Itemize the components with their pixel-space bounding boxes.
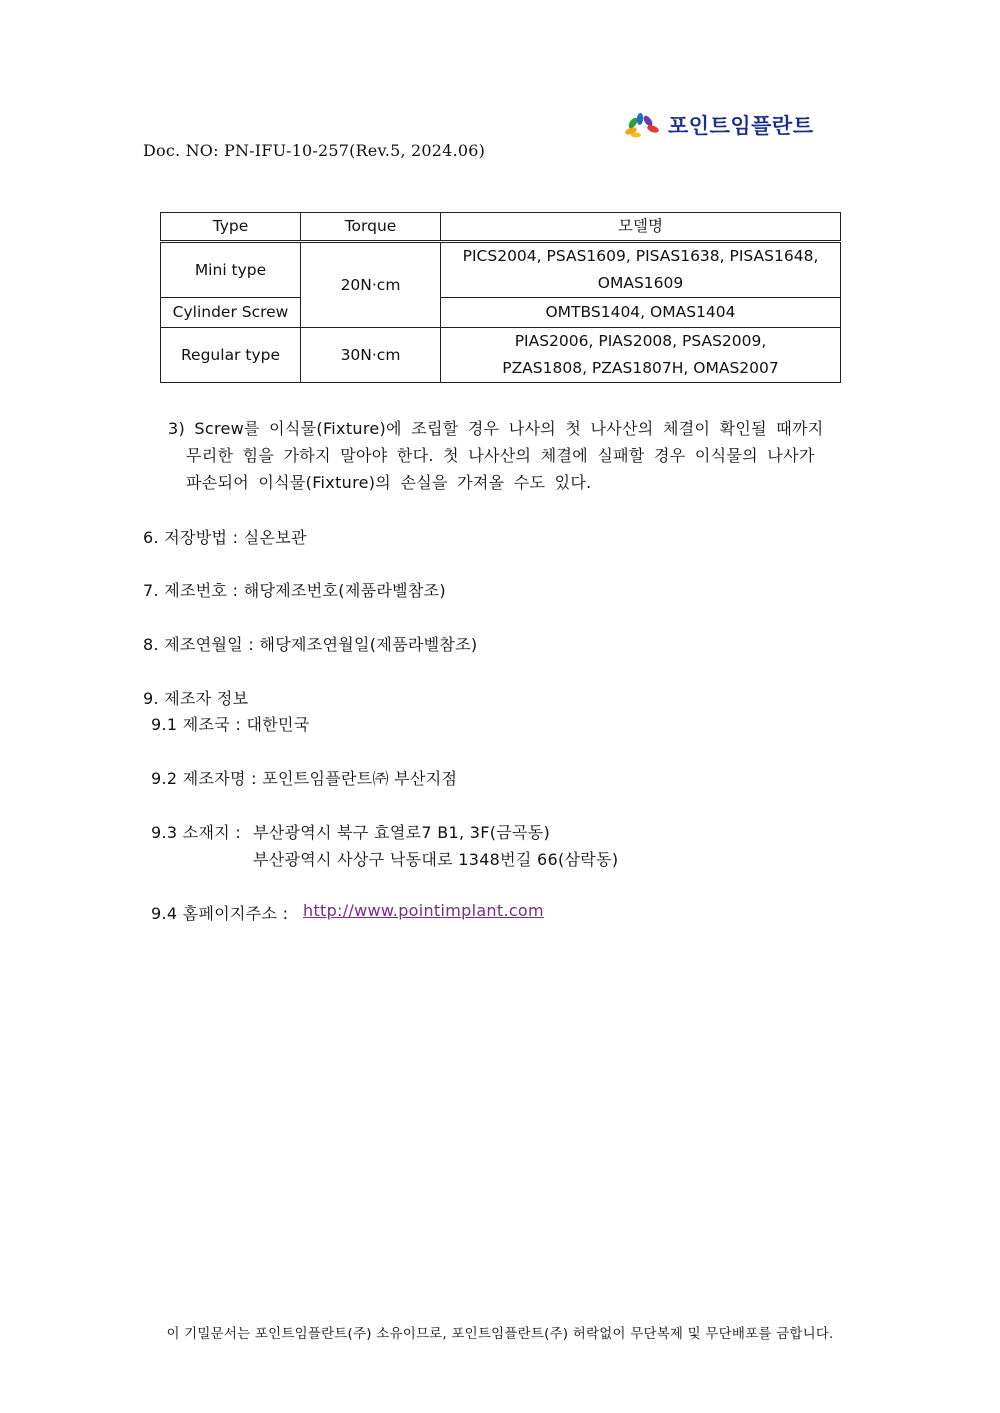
section-manufacturer-info: 9. 제조자 정보	[143, 689, 249, 708]
section-country: 9.1 제조국 : 대한민국	[151, 715, 310, 734]
section-manufacture-date: 8. 제조연월일 : 해당제조연월일(제품라벨참조)	[143, 635, 478, 654]
cell-torque: 20N·cm	[301, 242, 441, 328]
logo-text: 포인트임플란트	[668, 114, 814, 138]
torque-table	[160, 212, 841, 383]
models-line: PICS2004, PSAS1609, PISAS1638, PISAS1648,	[462, 247, 819, 265]
table-row	[161, 242, 841, 298]
table-header-row	[161, 213, 841, 242]
models-line: OMAS1609	[597, 274, 684, 292]
address-line: 부산광역시 사상구 낙동대로 1348번길 66(삼락동)	[253, 850, 619, 869]
header-torque: Torque	[301, 213, 441, 242]
note-line: 무리한 힘을 가하지 말아야 한다. 첫 나사산의 체결에 실패할 경우 이식물의 나사가	[186, 446, 815, 465]
company-logo	[622, 110, 814, 140]
section-storage: 6. 저장방법 : 실온보관	[143, 528, 307, 547]
models-line: PZAS1808, PZAS1807H, OMAS2007	[502, 359, 779, 377]
table-row	[161, 298, 841, 328]
document-number: Doc. NO: PN-IFU-10-257(Rev.5, 2024.06)	[143, 141, 486, 160]
section-serial-number: 7. 제조번호 : 해당제조번호(제품라벨참조)	[143, 581, 446, 600]
cell-models: OMTBS1404, OMAS1404	[441, 298, 841, 328]
cell-models	[441, 328, 841, 383]
cell-type: Cylinder Screw	[161, 298, 301, 328]
cell-models	[441, 242, 841, 298]
header-type: Type	[161, 213, 301, 242]
cell-type: Mini type	[161, 242, 301, 298]
section-homepage-label: 9.4 홈페이지주소 :	[151, 904, 289, 923]
models-line: PIAS2006, PIAS2008, PSAS2009,	[514, 332, 767, 350]
homepage-link[interactable]: http://www.pointimplant.com	[303, 901, 544, 920]
section-manufacturer-name: 9.2 제조자명 : 포인트임플란트㈜ 부산지점	[151, 769, 458, 788]
cell-torque: 30N·cm	[301, 328, 441, 383]
note-line: 3) Screw를 이식물(Fixture)에 조립할 경우 나사의 첫 나사산의 체결이 확인될 때까지	[168, 419, 824, 438]
header-model: 모델명	[441, 213, 841, 242]
confidentiality-footer: 이 기밀문서는 포인트임플란트(주) 소유이므로, 포인트임플란트(주) 허락없이 무단복제 및 무단배포를 금합니다.	[166, 1326, 834, 1342]
table-row	[161, 328, 841, 383]
address-line: 부산광역시 북구 효열로7 B1, 3F(금곡동)	[253, 823, 551, 842]
cell-type: Regular type	[161, 328, 301, 383]
flower-logo-icon	[622, 112, 662, 138]
section-address-label: 9.3 소재지 :	[151, 823, 242, 842]
note-line: 파손되어 이식물(Fixture)의 손실을 가져올 수도 있다.	[186, 473, 592, 492]
